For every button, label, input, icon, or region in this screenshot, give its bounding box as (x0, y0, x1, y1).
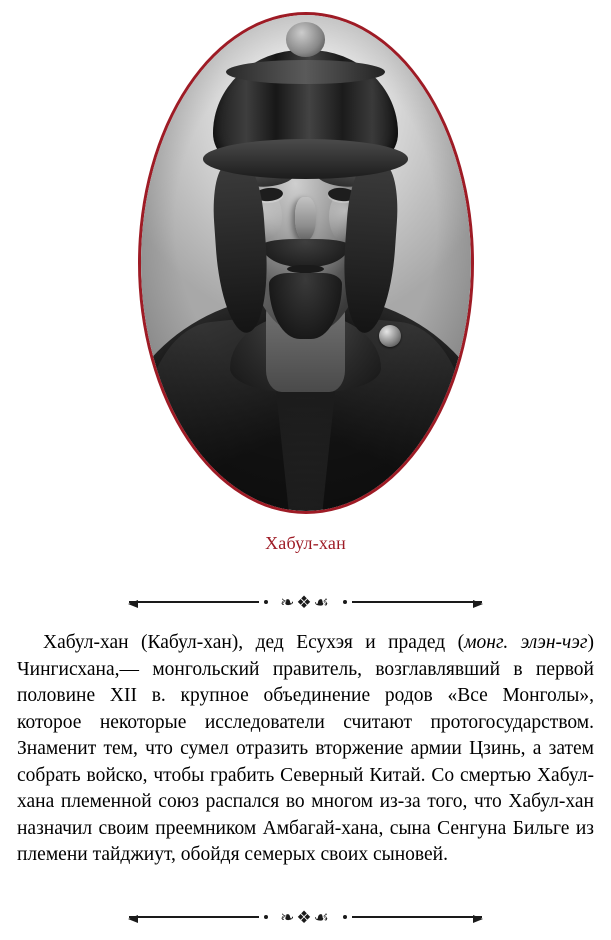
divider-dot-left (264, 600, 268, 604)
divider-dot-left-bottom (264, 915, 268, 919)
paragraph-rest: ) Чингисхана,— монгольский правитель, возглавлявший в первой половине XII в. крупное объединение родов «Все Монголы», которое некоторые исследователи считают протогосударством. Знаменит тем, что сумел отразить вторжение армии Цзинь, а затем собрать войско, чтобы грабить Северный Китай. Со смертью Хабул-хана племенной союз распался во многом из-за того, что Хабул-хан назначил своим преемником Амбагай-хана, сына Сенгуна Бильге из племени тайджиут, обойдя семерых своих сыновей. (17, 632, 595, 865)
divider-rule-left-bottom (129, 916, 259, 918)
divider-ornament: ❧❖☙ (280, 592, 331, 612)
portrait-image (141, 15, 471, 511)
figure-caption: Хабул-хан (265, 533, 346, 553)
paragraph (17, 630, 594, 869)
photo-vignette (141, 15, 471, 511)
divider-rule-right-bottom (352, 916, 482, 918)
divider-dot-right-bottom (343, 915, 347, 919)
paragraph-lead: Хабул-хан (Кабул-хан), дед Есухэя и прадед ( (43, 632, 465, 653)
body-text (17, 630, 594, 869)
divider-dot-right (343, 600, 347, 604)
divider-rule-left (129, 601, 259, 603)
paragraph-italic: монг. элэн-чэг (464, 632, 588, 653)
divider-rule-right (352, 601, 482, 603)
ornamental-divider-bottom (0, 905, 611, 929)
portrait-figure (0, 8, 611, 518)
oval-frame (138, 12, 474, 514)
divider-ornament-bottom: ❧❖☙ (280, 907, 331, 927)
ornamental-divider-top (0, 590, 611, 614)
